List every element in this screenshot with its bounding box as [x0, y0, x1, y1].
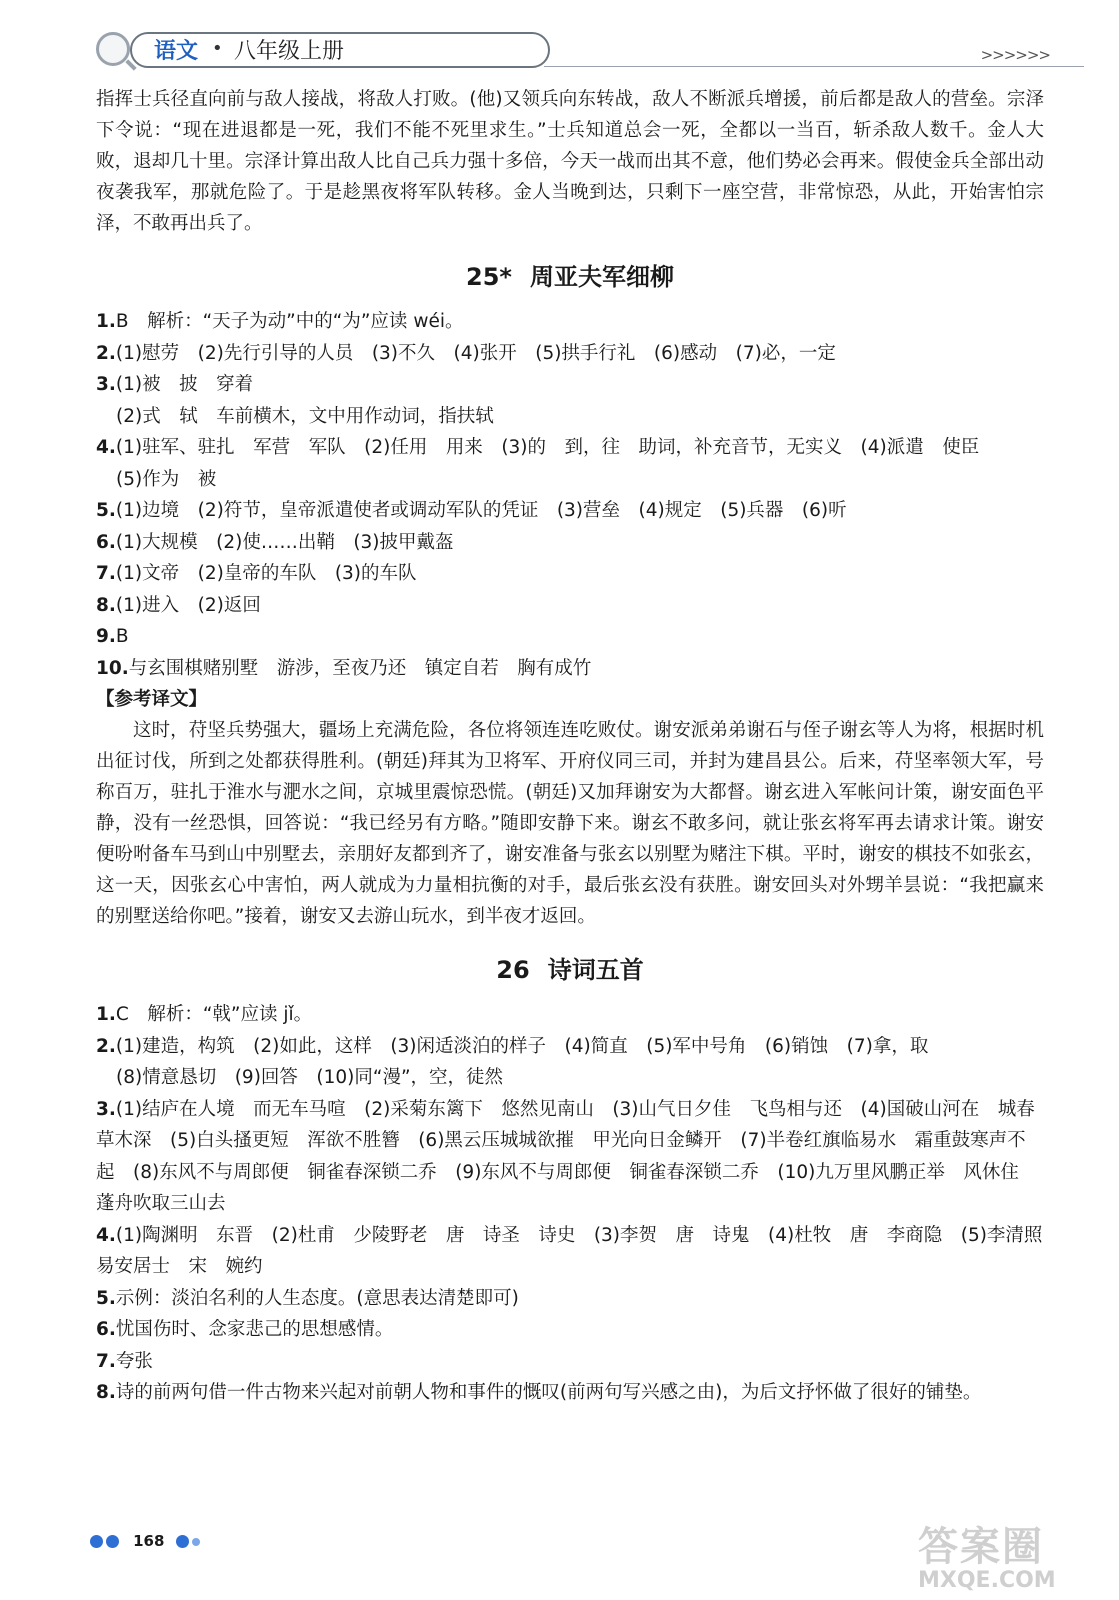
answer-item: 7.夸张: [96, 1350, 153, 1372]
reference-translation-label: 【参考译文】: [96, 689, 208, 710]
answer-item: 3.(1)被 披 穿着: [96, 374, 254, 395]
answer-item: 8.(1)进入 (2)返回: [96, 594, 261, 616]
answer-item: 9.B: [96, 626, 129, 647]
answer-item: 5.示例：淡泊名利的人生态度。(意思表达清楚即可): [96, 1287, 519, 1309]
watermark-logo: [918, 1515, 1098, 1593]
header-rule: [544, 66, 1084, 67]
answer-item-continued: (2)式 轼 车前横木，文中用作动词，指扶轼: [116, 405, 494, 427]
answer-item: 6.(1)大规模 (2)使……出鞘 (3)披甲戴盔: [96, 531, 454, 553]
answer-item: 7.(1)文帝 (2)皇帝的车队 (3)的车队: [96, 563, 417, 584]
answer-item: 5.(1)边境 (2)符节，皇帝派遣使者或调动军队的凭证 (3)营垒 (4)规定 (5)兵器 (6)听: [96, 500, 847, 521]
answer-item-continued: (5)作为 被: [116, 468, 217, 490]
dots-icon: [176, 1531, 203, 1550]
page-number: 168: [133, 1531, 165, 1550]
answer-item-continued: (8)情意恳切 (9)回答 (10)同“漫”，空，徒然: [116, 1067, 504, 1088]
answer-list-26: [96, 999, 1061, 1409]
answer-item: 4.(1)陶渊明 东晋 (2)杜甫 少陵野老 唐 诗圣 诗史 (3)李贺 唐 诗鬼 (4)杜牧 唐 李商隐 (5)李清照 易安居士 宋 婉约: [96, 1224, 1061, 1277]
page-footer: [90, 1530, 203, 1560]
page-header: [92, 22, 1092, 74]
reference-translation-text: 这时，苻坚兵势强大，疆场上充满危险，各位将领连连吃败仗。谢安派弟弟谢石与侄子谢玄等人为将，根据时机出征讨伐，所到之处都获得胜利。(朝廷)拜其为卫将军、开府仪同三司，并封为建昌县公。后来，苻坚率领大军，号称百万，驻扎于淮水与淝水之间，京城里震惊恐慌。(朝廷)又加拜谢安为大都督。谢玄进入军帐问计策，谢安面色平静，没有一丝恐惧，回答说：“我已经另有方略。”随即安静下来。谢玄不敢多问，就让张玄将军再去请求计策。谢安便吩咐备车马到山中别墅去，亲朋好友都到齐了，谢安准备与张玄以别墅为赌注下棋。平时，谢安的棋技不如张玄，这一天，因张玄心中害怕，两人就成为力量相抗衡的对手，最后张玄没有获胜。谢安回头对外甥羊昙说：“我把赢来的别墅送给你吧。”接着，谢安又去游山玩水，到半夜才返回。: [96, 720, 1044, 927]
dots-icon: [90, 1531, 122, 1550]
section-name: 周亚夫军细柳: [529, 263, 674, 291]
magnifier-icon: [96, 32, 130, 66]
watermark-line: 答案圈: [918, 1524, 1044, 1570]
grade-label: 八年级上册: [234, 39, 345, 64]
answer-item: 3.(1)结庐在人境 而无车马喧 (2)采菊东篱下 悠然见南山 (3)山气日夕佳 飞鸟相与还 (4)国破山河在 城春草木深 (5)白头搔更短 浑欲不胜簪 (6)黑云压城城欲摧 甲光向日金鳞开 (7)半卷红旗临易水 霜重鼓寒声不起 (8)东风不与周郎便 铜雀春深锁二乔 (9)东风不与周郎便 铜雀春深锁二乔 (10)九万里风鹏正举 风休住 蓬舟吹取三山去: [96, 1098, 1038, 1214]
section-26-title: [96, 950, 1044, 985]
answer-item: 6.忧国伤时、念家悲己的思想感情。: [96, 1319, 394, 1340]
section-25-title: [96, 257, 1044, 292]
header-separator: •: [212, 38, 223, 59]
answer-item: 4.(1)驻军、驻扎 军营 军队 (2)任用 用来 (3)的 到，往 助词，补充音节，无实义 (4)派遣 使臣: [96, 437, 980, 458]
answer-item: 2.(1)建造，构筑 (2)如此，这样 (3)闲适淡泊的样子 (4)简直 (5)军中号角 (6)销蚀 (7)拿，取: [96, 1035, 929, 1057]
answer-item: 2.(1)慰劳 (2)先行引导的人员 (3)不久 (4)张开 (5)拱手行礼 (6)感动 (7)必，一定: [96, 342, 836, 364]
answer-item: 10.与玄围棋赌别墅 游涉，至夜乃还 镇定自若 胸有成竹: [96, 657, 592, 679]
answer-item: 1.C 解析：“戟”应读 jǐ。: [96, 1004, 313, 1025]
section-number: 25*: [466, 263, 512, 291]
section-number: 26: [496, 956, 530, 984]
answer-list-25: [96, 306, 1044, 684]
section-name: 诗词五首: [547, 956, 644, 984]
watermark-line: MXQE.COM: [918, 1568, 1056, 1593]
answer-item: 1.B 解析：“天子为动”中的“为”应读 wéi。: [96, 311, 464, 332]
answer-item: 8.诗的前两句借一件古物来兴起对前朝人物和事件的慨叹(前两句写兴感之由)，为后文抒怀做了很好的铺垫。: [96, 1382, 982, 1403]
subject-label: 语文: [154, 39, 199, 64]
chevrons-icon: >>>>>>: [980, 46, 1050, 64]
page-content: [96, 84, 1061, 1409]
intro-paragraph: 指挥士兵径直向前与敌人接战，将敌人打败。(他)又领兵向东转战，敌人不断派兵增援，前后都是敌人的营垒。宗泽下令说：“现在进退都是一死，我们不能不死里求生。”士兵知道总会一死，全都以一当百，斩杀敌人数千。金人大败，退却几十里。宗泽计算出敌人比自己兵力强十多倍，今天一战而出其不意，他们势必会再来。假使金兵全部出动夜袭我军，那就危险了。于是趁黑夜将军队转移。金人当晚到达，只剩下一座空营，非常惊恐，从此，开始害怕宗泽，不敢再出兵了。: [96, 89, 1044, 234]
